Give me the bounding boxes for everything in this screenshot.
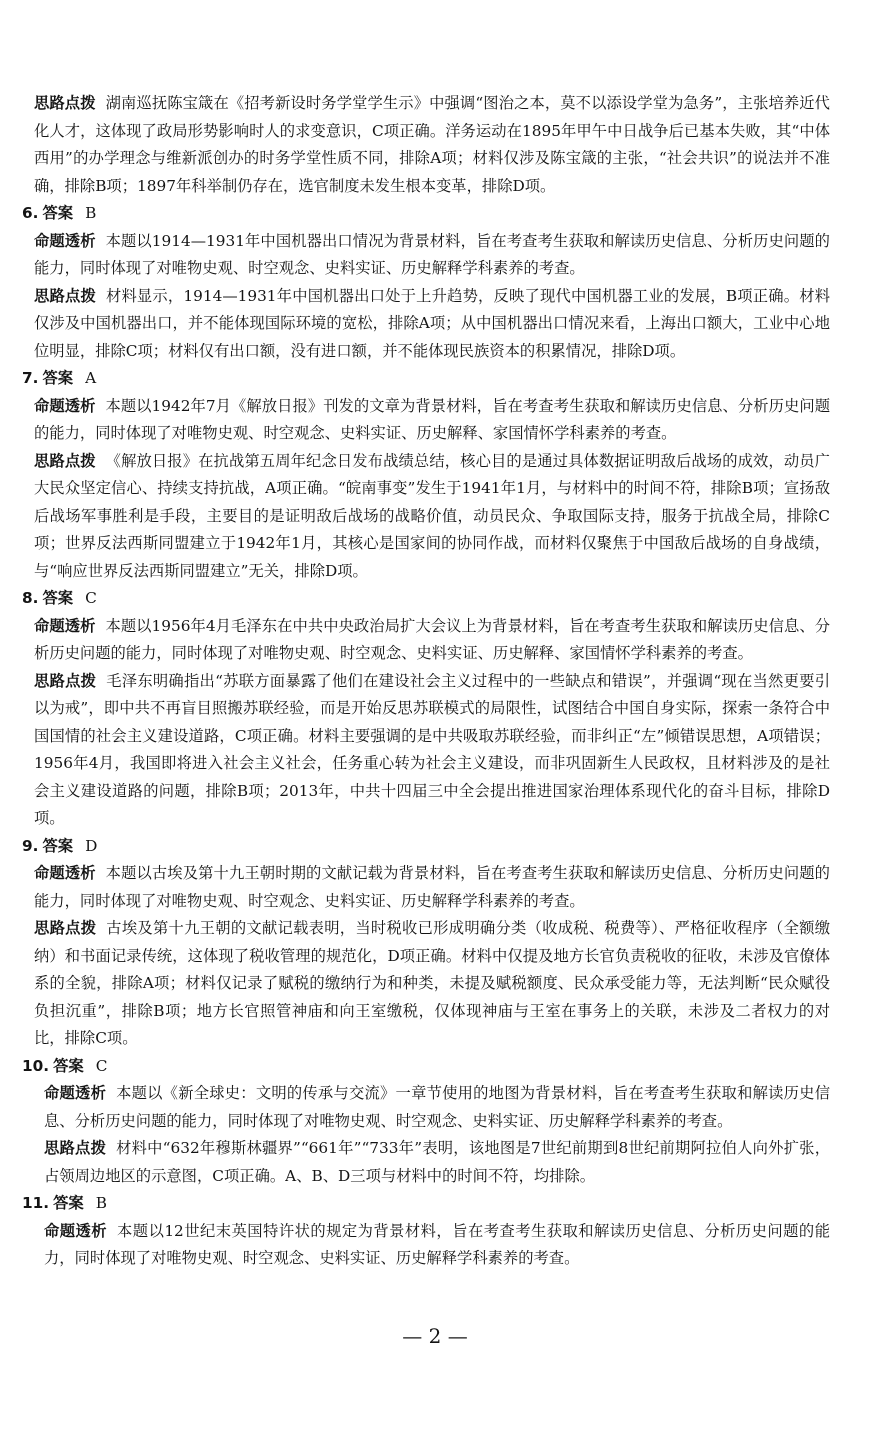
hint-paragraph bbox=[34, 668, 830, 833]
question-number: 8. bbox=[22, 589, 39, 607]
hint-text: 《解放日报》在抗战第五周年纪念日发布战绩总结，核心目的是通过具体数据证明敌后战场的成效，动员广大民众坚定信心、持续支持抗战，A项正确。“皖南事变”发生于1941年1月，与材料中的时间不符，排除B项；宣扬敌后战场军事胜利是手段，主要目的是证明敌后战场的战略价值，动员民众、争取国际支持，服务于抗战全局，排除C项；世界反法西斯同盟建立于1942年1月，其核心是国家间的协同作战，而材料仅聚焦于中国敌后战场的自身战绩，与“响应世界反法西斯同盟建立”无关，排除D项。 bbox=[34, 451, 830, 580]
answer-label: 答案 bbox=[53, 1056, 84, 1075]
question-number: 9. bbox=[22, 836, 39, 855]
analysis-label: 命题透析 bbox=[34, 864, 96, 882]
hint-text: 毛泽东明确指出“苏联方面暴露了他们在建设社会主义过程中的一些缺点和错误”，并强调“现在当然更要引以为戒”，即中共不再盲目照搬苏联经验，而是开始反思苏联模式的局限性，试图结合中国自身实际，探索一条符合中国国情的社会主义建设道路，C项正确。材料主要强调的是中共吸取苏联经验，而非纠正“左”倾错误思想，A项错误；1956年4月，我国即将进入社会主义社会，任务重心转为社会主义建设，而非巩固新生人民政权，且材料涉及的是社会主义建设道路的问题，排除B项；2013年，中共十四届三中全会提出推进国家治理体系现代化的奋斗目标，排除D项。 bbox=[34, 671, 830, 827]
question-9-block bbox=[22, 833, 830, 1053]
analysis-text: 本题以1914—1931年中国机器出口情况为背景材料，旨在考查考生获取和解读历史信息、分析历史问题的能力，同时体现了对唯物史观、时空观念、史料实证、历史解释学科素养的考查。 bbox=[34, 231, 830, 277]
hint-paragraph bbox=[34, 448, 830, 586]
analysis-paragraph bbox=[34, 228, 830, 283]
answer-line bbox=[22, 1190, 830, 1218]
analysis-label: 命题透析 bbox=[34, 396, 96, 415]
hint-label: 思路点拨 bbox=[34, 94, 96, 112]
analysis-paragraph bbox=[34, 393, 830, 448]
answer-line bbox=[22, 200, 830, 228]
answer-line bbox=[22, 833, 830, 861]
analysis-paragraph bbox=[34, 1218, 830, 1273]
hint-label: 思路点拨 bbox=[44, 1139, 107, 1157]
hint-paragraph bbox=[34, 283, 830, 366]
analysis-label: 命题透析 bbox=[34, 231, 96, 250]
answer-value: A bbox=[85, 369, 97, 387]
hint-text: 古埃及第十九王朝的文献记载表明，当时税收已形成明确分类（收成税、税费等）、严格征收程序（全额缴纳）和书面记录传统，这体现了税收管理的规范化，D项正确。材料中仅提及地方长官负责税收的征收，未涉及官僚体系的全貌，排除A项；材料仅记录了赋税的缴纳行为和种类，未提及赋税额度、民众承受能力等，无法判断“民众赋役负担沉重”，排除B项；地方长官照管神庙和向王室缴税，仅体现神庙与王室在事务上的关联，未涉及二者权力的对比，排除C项。 bbox=[34, 919, 830, 1047]
answer-label: 答案 bbox=[42, 836, 74, 855]
analysis-text: 本题以1942年7月《解放日报》刊发的文章为背景材料，旨在考查考生获取和解读历史信息、分析历史问题的能力，同时体现了对唯物史观、时空观念、史料实证、历史解释、家国情怀学科素养的考查。 bbox=[34, 396, 830, 442]
analysis-text: 本题以1956年4月毛泽东在中共中央政治局扩大会议上为背景材料，旨在考查考生获取和解读历史信息、分析历史问题的能力，同时体现了对唯物史观、时空观念、史料实证、历史解释、家国情怀学科素养的考查。 bbox=[34, 616, 830, 662]
analysis-label: 命题透析 bbox=[44, 1084, 107, 1102]
answer-label: 答案 bbox=[42, 589, 74, 607]
answer-line bbox=[22, 1053, 830, 1081]
analysis-paragraph bbox=[34, 860, 830, 915]
question-10-block bbox=[22, 1053, 830, 1191]
question-number: 10. bbox=[22, 1056, 50, 1075]
hint-label: 思路点拨 bbox=[34, 451, 96, 470]
analysis-paragraph bbox=[34, 1080, 830, 1135]
page-number: — 2 — bbox=[402, 1324, 468, 1348]
hint-paragraph bbox=[34, 1135, 830, 1190]
answer-value: D bbox=[85, 836, 98, 855]
answer-value: C bbox=[95, 1056, 108, 1075]
question-number: 6. bbox=[22, 204, 39, 222]
hint-text: 湖南巡抚陈宝箴在《招考新设时务学堂学生示》中强调“图治之本，莫不以添设学堂为急务”，主张培养近代化人才，这体现了政局形势影响时人的求变意识，C项正确。洋务运动在1895年甲午中日战争后已基本失败，其“中体西用”的办学理念与维新派创办的时务学堂性质不同，排除A项；材料仅涉及陈宝箴的主张，“社会共识”的说法并不准确，排除B项；1897年科举制仍存在，选官制度未发生根本变革，排除D项。 bbox=[34, 94, 830, 195]
question-number: 11. bbox=[22, 1194, 50, 1212]
answer-value: C bbox=[85, 589, 97, 607]
answer-label: 答案 bbox=[42, 369, 74, 387]
hint-text: 材料显示，1914—1931年中国机器出口处于上升趋势，反映了现代中国机器工业的发展，B项正确。材料仅涉及中国机器出口，并不能体现国际环境的宽松，排除A项；从中国机器出口情况来看，上海出口额大，工业中心地位明显，排除C项；材料仅有出口额，没有进口额，并不能体现民族资本的积累情况，排除D项。 bbox=[34, 286, 830, 360]
question-6-block bbox=[22, 200, 830, 365]
hint-paragraph bbox=[34, 915, 830, 1053]
hint-label: 思路点拨 bbox=[34, 671, 97, 690]
analysis-text: 本题以《新全球史：文明的传承与交流》一章节使用的地图为背景材料，旨在考查考生获取和解读历史信息、分析历史问题的能力，同时体现了对唯物史观、时空观念、史料实证、历史解释学科素养的考查。 bbox=[44, 1084, 830, 1130]
analysis-label: 命题透析 bbox=[44, 1221, 108, 1240]
analysis-paragraph bbox=[34, 613, 830, 668]
answer-line bbox=[22, 585, 830, 613]
analysis-text: 本题以12世纪末英国特许状的规定为背景材料，旨在考查考生获取和解读历史信息、分析历史问题的能力，同时体现了对唯物史观、时空观念、史料实证、历史解释学科素养的考查。 bbox=[44, 1221, 830, 1267]
top-hint-block bbox=[34, 90, 830, 200]
hint-label: 思路点拨 bbox=[34, 919, 97, 937]
question-11-block bbox=[22, 1190, 830, 1273]
answer-line bbox=[22, 365, 830, 393]
analysis-label: 命题透析 bbox=[34, 616, 96, 635]
analysis-text: 本题以古埃及第十九王朝时期的文献记载为背景材料，旨在考查考生获取和解读历史信息、分析历史问题的能力，同时体现了对唯物史观、时空观念、史料实证、历史解释学科素养的考查。 bbox=[34, 864, 830, 910]
hint-paragraph bbox=[34, 90, 830, 200]
answer-value: B bbox=[95, 1194, 107, 1212]
answer-label: 答案 bbox=[42, 204, 74, 222]
question-number: 7. bbox=[22, 369, 39, 387]
question-8-block bbox=[22, 585, 830, 833]
question-7-block bbox=[22, 365, 830, 585]
hint-text: 材料中“632年穆斯林疆界”“661年”“733年”表明，该地图是7世纪前期到8世纪前期阿拉伯人向外扩张，占领周边地区的示意图，C项正确。A、B、D三项与材料中的时间不符，均排除。 bbox=[44, 1139, 830, 1185]
answer-label: 答案 bbox=[53, 1194, 84, 1212]
answer-value: B bbox=[85, 204, 97, 222]
hint-label: 思路点拨 bbox=[34, 286, 96, 305]
